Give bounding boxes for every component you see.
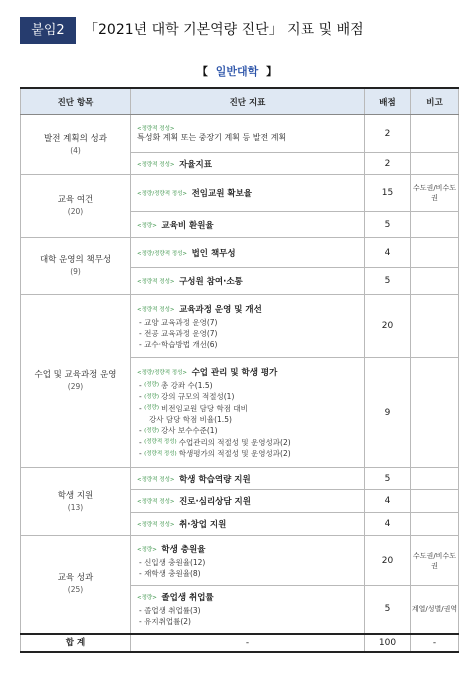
category-points: (25) — [67, 585, 84, 595]
subtitle-bracket-close: 】 — [266, 65, 278, 78]
score-cell: 2 — [365, 153, 411, 175]
subitem-list — [137, 557, 358, 579]
remark-cell — [411, 115, 459, 153]
indicator-cell — [131, 586, 365, 634]
category-name: 교육 성과 — [57, 573, 94, 584]
score-cell: 4 — [365, 513, 411, 536]
remark-cell — [411, 238, 459, 268]
indicator-name: 특성화 계획 또는 중장기 계획 등 발전 계획 — [137, 133, 287, 142]
subitem-text: 강사 담당 학점 비율(1.5) — [149, 415, 232, 424]
indicator-cell — [131, 490, 365, 513]
indicator-tags: <정량적 정성> — [137, 522, 175, 528]
subitem-list — [137, 605, 358, 627]
category-cell — [21, 536, 131, 634]
subitem-text: - 신입생 충원율(12) — [139, 557, 206, 567]
remark-cell — [411, 268, 459, 295]
subitem-tag: (정량) — [144, 405, 160, 411]
remark-cell: 수도권/비수도권 — [411, 175, 459, 212]
subtitle-bracket-open: 【 — [196, 65, 208, 78]
score-cell: 5 — [365, 586, 411, 634]
indicator-cell — [131, 175, 365, 212]
score-cell: 4 — [365, 238, 411, 268]
subitem-tag: (정량적 정성) — [144, 450, 177, 457]
category-cell — [21, 295, 131, 468]
indicator-tags: <정량적 정성> — [137, 499, 175, 505]
indicator-cell — [131, 358, 365, 468]
indicator-tags: <정량적 정성> — [137, 126, 175, 132]
subitem-text: - 졸업생 취업률(3) — [139, 606, 201, 616]
list-item — [139, 605, 358, 616]
remark-cell — [411, 212, 459, 238]
indicator-cell — [131, 468, 365, 490]
subitem-text: - 전공 교육과정 운영(7) — [139, 328, 218, 338]
score-cell: 2 — [365, 115, 411, 153]
subitem-list — [137, 317, 358, 350]
remark-cell — [411, 513, 459, 536]
remark-cell — [411, 358, 459, 468]
indicator-tags: <정량> — [137, 595, 157, 602]
remark-cell: 수도권/비수도권 — [411, 536, 459, 586]
indicator-tags: <정량적 정성> — [137, 476, 175, 483]
category-name: 수업 및 교육과정 운영 — [34, 370, 117, 380]
indicator-cell — [131, 115, 365, 153]
list-item — [139, 568, 358, 579]
category-cell — [21, 238, 131, 295]
indicator-name: 수업 관리 및 학생 평가 — [191, 367, 278, 378]
table-row — [21, 295, 459, 358]
section-subtitle — [0, 63, 474, 79]
remark-cell: 계열/성별/권역 — [411, 586, 459, 634]
score-cell: 9 — [365, 358, 411, 468]
subitem-tag: (정량) — [144, 382, 160, 388]
subitem-text: 총 강좌 수(1.5) — [161, 380, 213, 390]
remark-cell — [411, 295, 459, 358]
table-row — [21, 175, 459, 212]
subitem-tag: (정량적 정성) — [144, 439, 177, 445]
total-indicator: - — [131, 634, 365, 652]
indicator-name: 교육과정 운영 및 개선 — [179, 304, 262, 315]
indicator-name: 법인 책무성 — [191, 248, 236, 259]
list-item: - (정량) 강사 보수수준(1) — [139, 426, 218, 435]
subitem-text: 수업관리의 적절성 및 운영성과(2) — [178, 437, 291, 447]
category-points: (20) — [67, 207, 84, 216]
indicator-tags: <정량적 정성> — [137, 161, 175, 168]
table-row — [21, 115, 459, 153]
total-remark: - — [411, 634, 459, 652]
indicator-cell — [131, 238, 365, 268]
indicator-tags: <정량적 정성> — [137, 279, 175, 285]
subitem-text: 학생평가의 적절성 및 운영성과(2) — [178, 449, 291, 458]
indicator-name: 졸업생 취업률 — [161, 593, 214, 604]
total-label: 합 계 — [21, 634, 131, 652]
indicator-name: 교육비 환원율 — [161, 220, 214, 231]
category-points: (13) — [67, 502, 84, 512]
list-item: - (정량) 비전임교원 담당 학점 대비 — [139, 403, 248, 413]
indicator-name: 구성원 참여·소통 — [179, 277, 243, 287]
subitem-text: - 재학생 충원율(8) — [139, 568, 201, 578]
indicator-cell — [131, 268, 365, 295]
indicator-tags: <정량/정량적 정성> — [137, 250, 188, 257]
attachment-tag: 붙임2 — [20, 17, 76, 44]
indicator-tags: <정량/정량적 정성> — [137, 369, 188, 376]
total-row — [21, 634, 459, 652]
subtitle-text: 일반대학 — [215, 65, 259, 78]
score-cell: 4 — [365, 490, 411, 513]
indicator-tags: <정량> — [137, 222, 157, 229]
table-row — [21, 238, 459, 268]
category-cell — [21, 468, 131, 536]
score-cell: 20 — [365, 536, 411, 586]
list-item — [139, 317, 358, 328]
list-item: - (정량적 정성) 수업관리의 적절성 및 운영성과(2) — [139, 437, 291, 447]
table-header-row — [21, 88, 459, 115]
category-name: 대학 운영의 책무성 — [39, 255, 112, 265]
page-header — [20, 17, 458, 44]
indicator-name: 자율지표 — [179, 159, 212, 170]
header-category: 진단 항목 — [21, 88, 131, 115]
indicator-cell — [131, 513, 365, 536]
score-cell: 20 — [365, 295, 411, 358]
table-row — [21, 468, 459, 490]
list-item: - (정량적 정성) 학생평가의 적절성 및 운영성과(2) — [139, 449, 291, 458]
indicator-table — [20, 87, 459, 653]
subitem-text: 강의 규모의 적절성(1) — [161, 392, 235, 401]
score-cell: 15 — [365, 175, 411, 212]
list-item — [139, 328, 358, 339]
indicator-tags: <정량/정량적 정성> — [137, 191, 188, 197]
indicator-tags: <정량> — [137, 546, 157, 553]
category-cell — [21, 115, 131, 175]
indicator-cell — [131, 153, 365, 175]
category-points: (29) — [67, 382, 84, 391]
remark-cell — [411, 490, 459, 513]
subitem-text: - 유지취업률(2) — [139, 617, 191, 627]
table-row — [21, 536, 459, 586]
category-cell — [21, 175, 131, 238]
category-points: (9) — [70, 267, 81, 276]
subitem-list — [137, 380, 358, 460]
indicator-cell — [131, 295, 365, 358]
indicator-tags: <정량적 정성> — [137, 306, 175, 313]
list-item — [139, 616, 358, 627]
total-score: 100 — [365, 634, 411, 652]
subitem-text: 비전임교원 담당 학점 대비 — [161, 403, 248, 413]
subitem-tag: (정량) — [144, 393, 160, 400]
indicator-name: 학생 학습역량 지원 — [179, 474, 251, 485]
indicator-name: 진로·심리상담 지원 — [179, 497, 251, 507]
list-item — [139, 339, 358, 350]
list-item: - (정량) 강의 규모의 적절성(1) — [139, 392, 235, 401]
indicator-name: 취·창업 지원 — [179, 520, 227, 530]
list-item: - (정량) 총 강좌 수(1.5) — [139, 380, 213, 390]
list-item — [139, 414, 358, 425]
remark-cell — [411, 153, 459, 175]
remark-cell — [411, 468, 459, 490]
category-name: 발전 계획의 성과 — [44, 133, 107, 144]
header-remark: 비고 — [411, 88, 459, 115]
header-indicator: 진단 지표 — [131, 88, 365, 115]
page-title: 「2021년 대학 기본역량 진단」 지표 및 배점 — [84, 22, 364, 38]
indicator-cell — [131, 212, 365, 238]
header-score: 배점 — [365, 88, 411, 115]
list-item — [139, 557, 358, 568]
category-name: 교육 여건 — [57, 195, 94, 205]
indicator-cell — [131, 536, 365, 586]
category-name: 학생 지원 — [57, 490, 94, 501]
category-points: (4) — [70, 145, 81, 155]
subitem-text: 강사 보수수준(1) — [161, 426, 218, 435]
indicator-name: 전임교원 확보율 — [191, 189, 252, 199]
score-cell: 5 — [365, 212, 411, 238]
subitem-text: - 교수·학습방법 개선(6) — [139, 339, 218, 349]
subitem-text: - 교양 교육과정 운영(7) — [139, 317, 218, 327]
score-cell: 5 — [365, 468, 411, 490]
indicator-name: 학생 충원율 — [161, 544, 206, 555]
score-cell: 5 — [365, 268, 411, 295]
subitem-tag: (정량) — [144, 427, 160, 434]
